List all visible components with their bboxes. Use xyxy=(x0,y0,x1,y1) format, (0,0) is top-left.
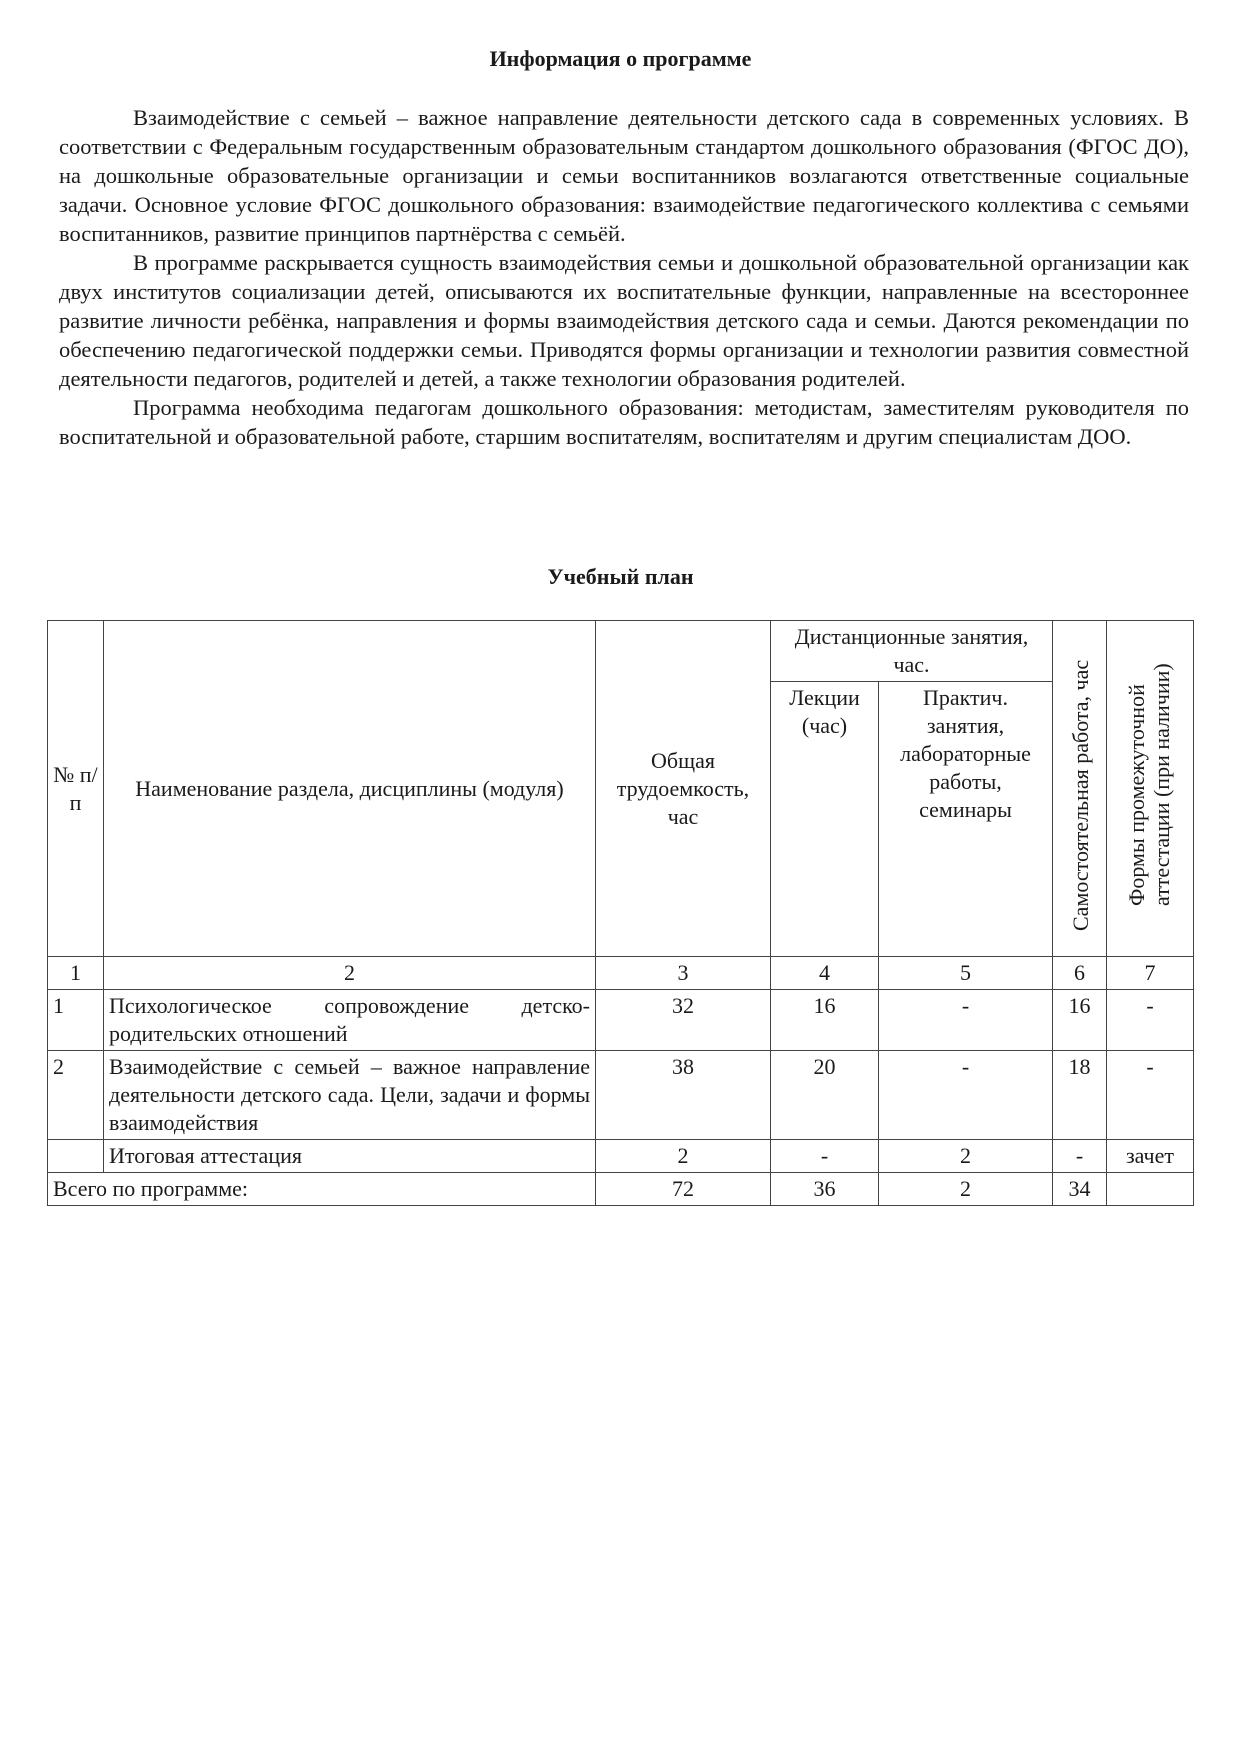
header-distance: Дистанционные занятия, час. xyxy=(771,621,1053,682)
row-self-work: 18 xyxy=(1053,1051,1107,1140)
header-forms xyxy=(1107,621,1194,957)
row-total: 2 xyxy=(596,1140,771,1173)
header-forms-line-2: аттестации (при наличии) xyxy=(1149,663,1174,906)
table-row xyxy=(48,1051,1194,1140)
total-lectures: 36 xyxy=(771,1173,879,1206)
header-self-work xyxy=(1053,621,1107,957)
row-lectures: 16 xyxy=(771,990,879,1051)
row-total: 32 xyxy=(596,990,771,1051)
col-number: 6 xyxy=(1053,957,1107,990)
row-practice: - xyxy=(879,1051,1053,1140)
curriculum-table xyxy=(47,620,1194,1206)
column-numbers-row xyxy=(48,957,1194,990)
row-name: Психологическое сопровождение детско-родительских отношений xyxy=(104,990,596,1051)
page-title: Информация о программе xyxy=(489,46,752,71)
total-self-work: 34 xyxy=(1053,1173,1107,1206)
total-forms xyxy=(1107,1173,1194,1206)
total-label: Всего по программе: xyxy=(48,1173,596,1206)
row-name: Итоговая аттестация xyxy=(104,1140,596,1173)
col-number: 2 xyxy=(104,957,596,990)
header-lectures: Лекции (час) xyxy=(771,682,879,957)
header-total: Общая трудоемкость, час xyxy=(596,621,771,957)
col-number: 3 xyxy=(596,957,771,990)
row-num xyxy=(48,1140,104,1173)
header-forms-line-1: Формы промежуточной xyxy=(1124,684,1149,906)
table-row xyxy=(48,990,1194,1051)
row-forms: - xyxy=(1107,990,1194,1051)
header-practice: Практич. занятия, лабораторные работы, семинары xyxy=(879,682,1053,957)
row-practice: 2 xyxy=(879,1140,1053,1173)
header-forms-text xyxy=(1124,663,1174,906)
row-forms: - xyxy=(1107,1051,1194,1140)
paragraph-2: В программе раскрывается сущность взаимодействия семьи и дошкольной образовательной организации как двух институтов социализации детей, описываются их воспитательные функции, направленные на всестороннее развитие личности ребёнка, направления и формы взаимодействия детского сада и семьи. Даются рекомендации по обеспечению педагогической поддержки семьи. Приводятся формы организации и технологии развития совместной деятельности педагогов, родителей и детей, а также технологии образования родителей. xyxy=(59,250,1189,391)
total-row xyxy=(48,1173,1194,1206)
total-hours: 72 xyxy=(596,1173,771,1206)
header-num: № п/п xyxy=(48,621,104,957)
program-description xyxy=(59,103,1189,451)
header-name: Наименование раздела, дисциплины (модуля) xyxy=(104,621,596,957)
row-num: 1 xyxy=(48,990,104,1051)
paragraph-1: Взаимодействие с семьей – важное направление деятельности детского сада в современных условиях. В соответствии с Федеральным государственным образовательным стандартом дошкольного образования (ФГОС ДО), на дошкольные образовательные организации и семьи воспитанников возлагаются ответственные социальные задачи. Основное условие ФГОС дошкольного образования: взаимодействие педагогического коллектива с семьями воспитанников, развитие принципов партнёрства с семьёй. xyxy=(59,105,1189,246)
total-practice: 2 xyxy=(879,1173,1053,1206)
table-row xyxy=(48,1140,1194,1173)
row-forms: зачет xyxy=(1107,1140,1194,1173)
plan-title: Учебный план xyxy=(547,564,694,589)
row-num: 2 xyxy=(48,1051,104,1140)
row-lectures: - xyxy=(771,1140,879,1173)
row-practice: - xyxy=(879,990,1053,1051)
col-number: 4 xyxy=(771,957,879,990)
row-self-work: 16 xyxy=(1053,990,1107,1051)
row-total: 38 xyxy=(596,1051,771,1140)
paragraph-3: Программа необходима педагогам дошкольного образования: методистам, заместителям руководителя по воспитательной и образовательной работе, старшим воспитателям, воспитателям и другим специалистам ДОО. xyxy=(59,395,1189,449)
row-self-work: - xyxy=(1053,1140,1107,1173)
row-lectures: 20 xyxy=(771,1051,879,1140)
col-number: 5 xyxy=(879,957,1053,990)
col-number: 1 xyxy=(48,957,104,990)
header-row-1 xyxy=(48,621,1194,682)
header-self-work-text: Самостоятельная работа, час xyxy=(1067,659,1093,931)
col-number: 7 xyxy=(1107,957,1194,990)
row-name: Взаимодействие с семьей – важное направление деятельности детского сада. Цели, задачи и формы взаимодействия xyxy=(104,1051,596,1140)
